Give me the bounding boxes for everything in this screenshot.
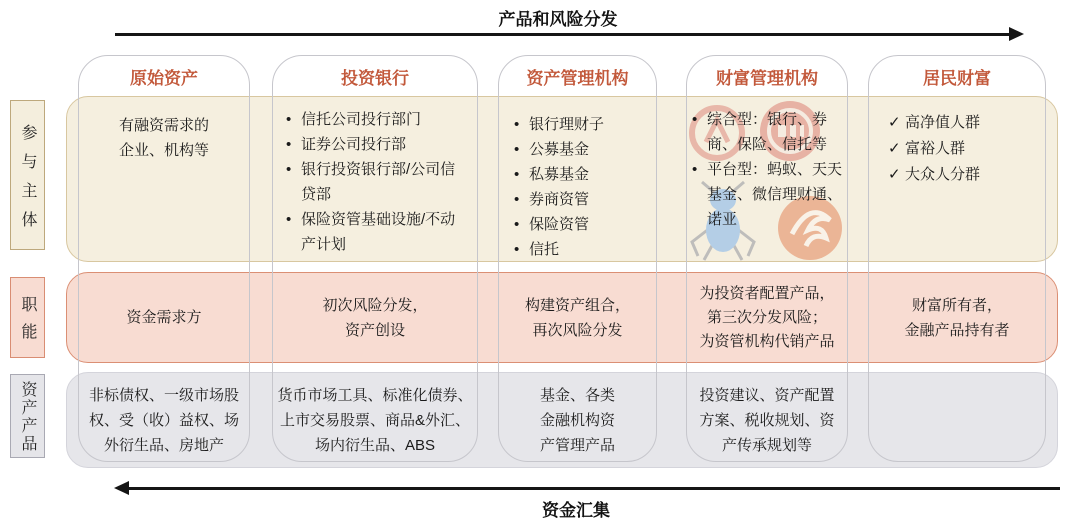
side-label-products [10,374,45,458]
cell-products-resident-wealth [870,372,1044,468]
bullet-icon: • [514,216,520,233]
text-block: 货币市场工具、标准化债券、上市交易股票、商品&外汇、场内衍生品、ABS [277,386,473,454]
cell-products-original-assets [80,372,248,468]
cell-functions-original-assets [80,272,248,363]
side-label-participants [10,100,45,250]
bullet-item [514,212,646,237]
side-label-products-text: 资产产品 [19,381,36,453]
bullet-icon: • [286,161,292,178]
bullet-item [692,157,842,232]
cell-products-asset-managers [500,372,655,468]
bullet-text: 银行投资银行部/公司信贷部 [301,161,456,203]
bullet-text: 信托 [529,241,560,258]
check-icon: ✓ [888,166,901,183]
column-header: 居民财富 [923,68,991,88]
bullet-item [514,162,646,187]
text-line: 财富所有者， [911,296,1002,314]
text-line: 初次风险分发， [322,296,428,314]
cell-participants-original-assets [80,110,248,166]
text-line: 为投资者配置产品， [699,284,835,302]
bullet-icon: • [514,166,520,183]
bullet-icon: • [286,211,292,228]
cell-participants-wealth-managers [692,107,842,232]
top-arrow-head-icon [1009,27,1024,41]
cell-functions-asset-managers [500,272,655,363]
bullet-text: 券商资管 [529,191,590,208]
bullet-icon: • [692,161,698,178]
bullet-item [286,132,470,157]
cell-products-investment-banks [274,372,476,468]
side-label-functions-text: 职能 [19,296,36,350]
bullet-icon: • [514,141,520,158]
bullet-item [286,107,470,132]
column-header: 财富管理机构 [716,68,818,88]
text-line: 为资管机构代销产品 [699,332,835,350]
text-block: 投资建议、资产配置方案、税收规划、资产传承规划等 [699,386,835,454]
bullet-item [286,207,470,257]
text-block: 基金、各类金融机构资产管理产品 [539,386,615,454]
bullet-icon: • [514,116,520,133]
text-line: 构建资产组合， [524,296,630,314]
bullet-item [692,107,842,157]
text-block: 非标债权、一级市场股权、受（收）益权、场外衍生品、房地产 [88,386,239,454]
bullet-text: 保险资管基础设施/不动产计划 [301,211,456,253]
check-item [888,162,1040,188]
bullet-text: 私募基金 [529,166,590,183]
cell-participants-investment-banks [286,107,470,257]
bullet-icon: • [286,136,292,153]
bottom-arrow-head-icon [114,481,129,495]
cell-participants-asset-managers [514,112,646,262]
cell-functions-wealth-managers [686,272,848,363]
bullet-text: 公募基金 [529,141,590,158]
column-header: 投资银行 [341,68,409,88]
bullet-text: 证券公司投行部 [301,136,407,153]
bullet-item [514,137,646,162]
bullet-icon: • [692,111,698,128]
bullet-icon: • [514,191,520,208]
bullet-text: 银行理财子 [529,116,605,133]
check-text: 高净值人群 [905,114,981,131]
bottom-arrow-label: 资金汇集 [542,501,610,520]
check-icon: ✓ [888,114,901,131]
bottom-arrow [128,487,1060,490]
text-line: 资产创设 [344,321,405,339]
check-item [888,136,1040,162]
bullet-icon: • [286,111,292,128]
check-text: 大众人分群 [905,166,981,183]
bullet-text: 保险资管 [529,216,590,233]
text-line: 金融产品持有者 [904,321,1010,339]
side-label-functions [10,277,45,358]
cell-functions-resident-wealth [870,272,1044,363]
check-item [888,110,1040,136]
cell-participants-resident-wealth [888,110,1040,188]
top-arrow-label: 产品和风险分发 [498,10,618,29]
text-line: 有融资需求的 [118,117,209,134]
bullet-text: 信托公司投行部门 [301,111,422,128]
check-icon: ✓ [888,140,901,157]
cell-products-wealth-managers [686,372,848,468]
text-line: 再次风险分发 [532,321,623,339]
top-arrow [115,33,1011,36]
cell-functions-investment-banks [274,272,476,363]
column-header: 原始资产 [130,68,198,88]
side-label-participants-text: 参与主体 [19,123,36,240]
bullet-item [514,187,646,212]
bullet-item [514,237,646,262]
bullet-text: 平台型：蚂蚁、天天基金、微信理财通、诺亚 [707,161,843,228]
text-line: 第三次分发风险； [706,308,827,326]
bullet-icon: • [514,241,520,258]
column-header: 资产管理机构 [526,68,629,88]
text-line: 资金需求方 [126,309,202,326]
check-text: 富裕人群 [905,140,966,157]
bullet-item [286,157,470,207]
text-line: 企业、机构等 [118,142,209,159]
bullet-item [514,112,646,137]
bullet-text: 综合型：银行、券商、保险、信托等 [707,111,828,153]
